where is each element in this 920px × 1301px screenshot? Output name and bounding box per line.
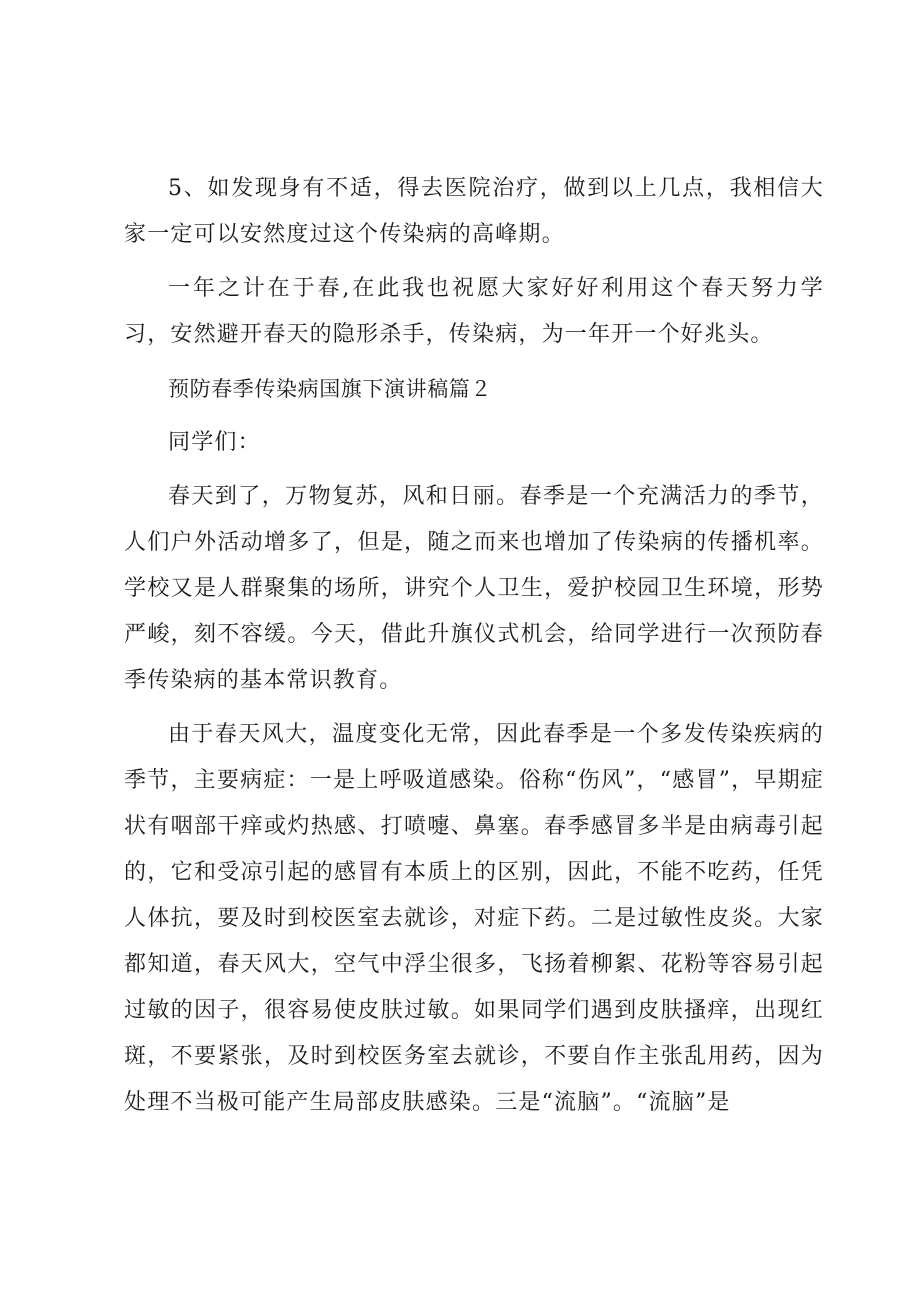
paragraph-spring-diseases: 由于春天风大，温度变化无常，因此春季是一个多发传染疾病的季节，主要病症：一是上呼吸道感染。俗称“伤风”，“感冒”，早期症状有咽部干痒或灼热感、打喷嚏、鼻塞。春季感冒多半是由病毒引起的，它和受凉引起的感冒有本质上的区别，因此，不能不吃药，任凭人体抗，要及时到校医室去就诊，对症下药。二是过敏性皮炎。大家都知道，春天风大，空气中浮尘很多，飞扬着柳絮、花粉等容易引起过敏的因子，很容易使皮肤过敏。如果同学们遇到皮肤搔痒，出现红斑，不要紧张，及时到校医务室去就诊，不要自作主张乱用药，因为处理不当极可能产生局部皮肤感染。三是“流脑”。“流脑”是 [124, 722, 824, 1115]
salutation: 同学们： [168, 430, 261, 455]
paragraph-spring-intro: 春天到了，万物复苏，风和日丽。春季是一个充满活力的季节，人们户外活动增多了，但是，随之而来也增加了传染病的传播机率。学校又是人群聚集的场所，讲究个人卫生，爱护校园卫生环境，形势严峻，刻不容缓。今天，借此升旗仪式机会，给同学进行一次预防春季传染病的基本常识教育。 [124, 484, 824, 693]
section-title: 预防春季传染病国旗下演讲稿篇２ [168, 377, 492, 401]
document-body [124, 166, 824, 1134]
paragraph-prevention-tip-5: 5、如发现身有不适，得去医院治疗，做到以上几点，我相信大家一定可以安然度过这个传染病的高峰期。 [124, 176, 824, 247]
paragraph-spring-wish: 一年之计在于春,在此我也祝愿大家好好利用这个春天努力学习，安然避开春天的隐形杀手，传染病，为一年开一个好兆头。 [124, 276, 824, 347]
